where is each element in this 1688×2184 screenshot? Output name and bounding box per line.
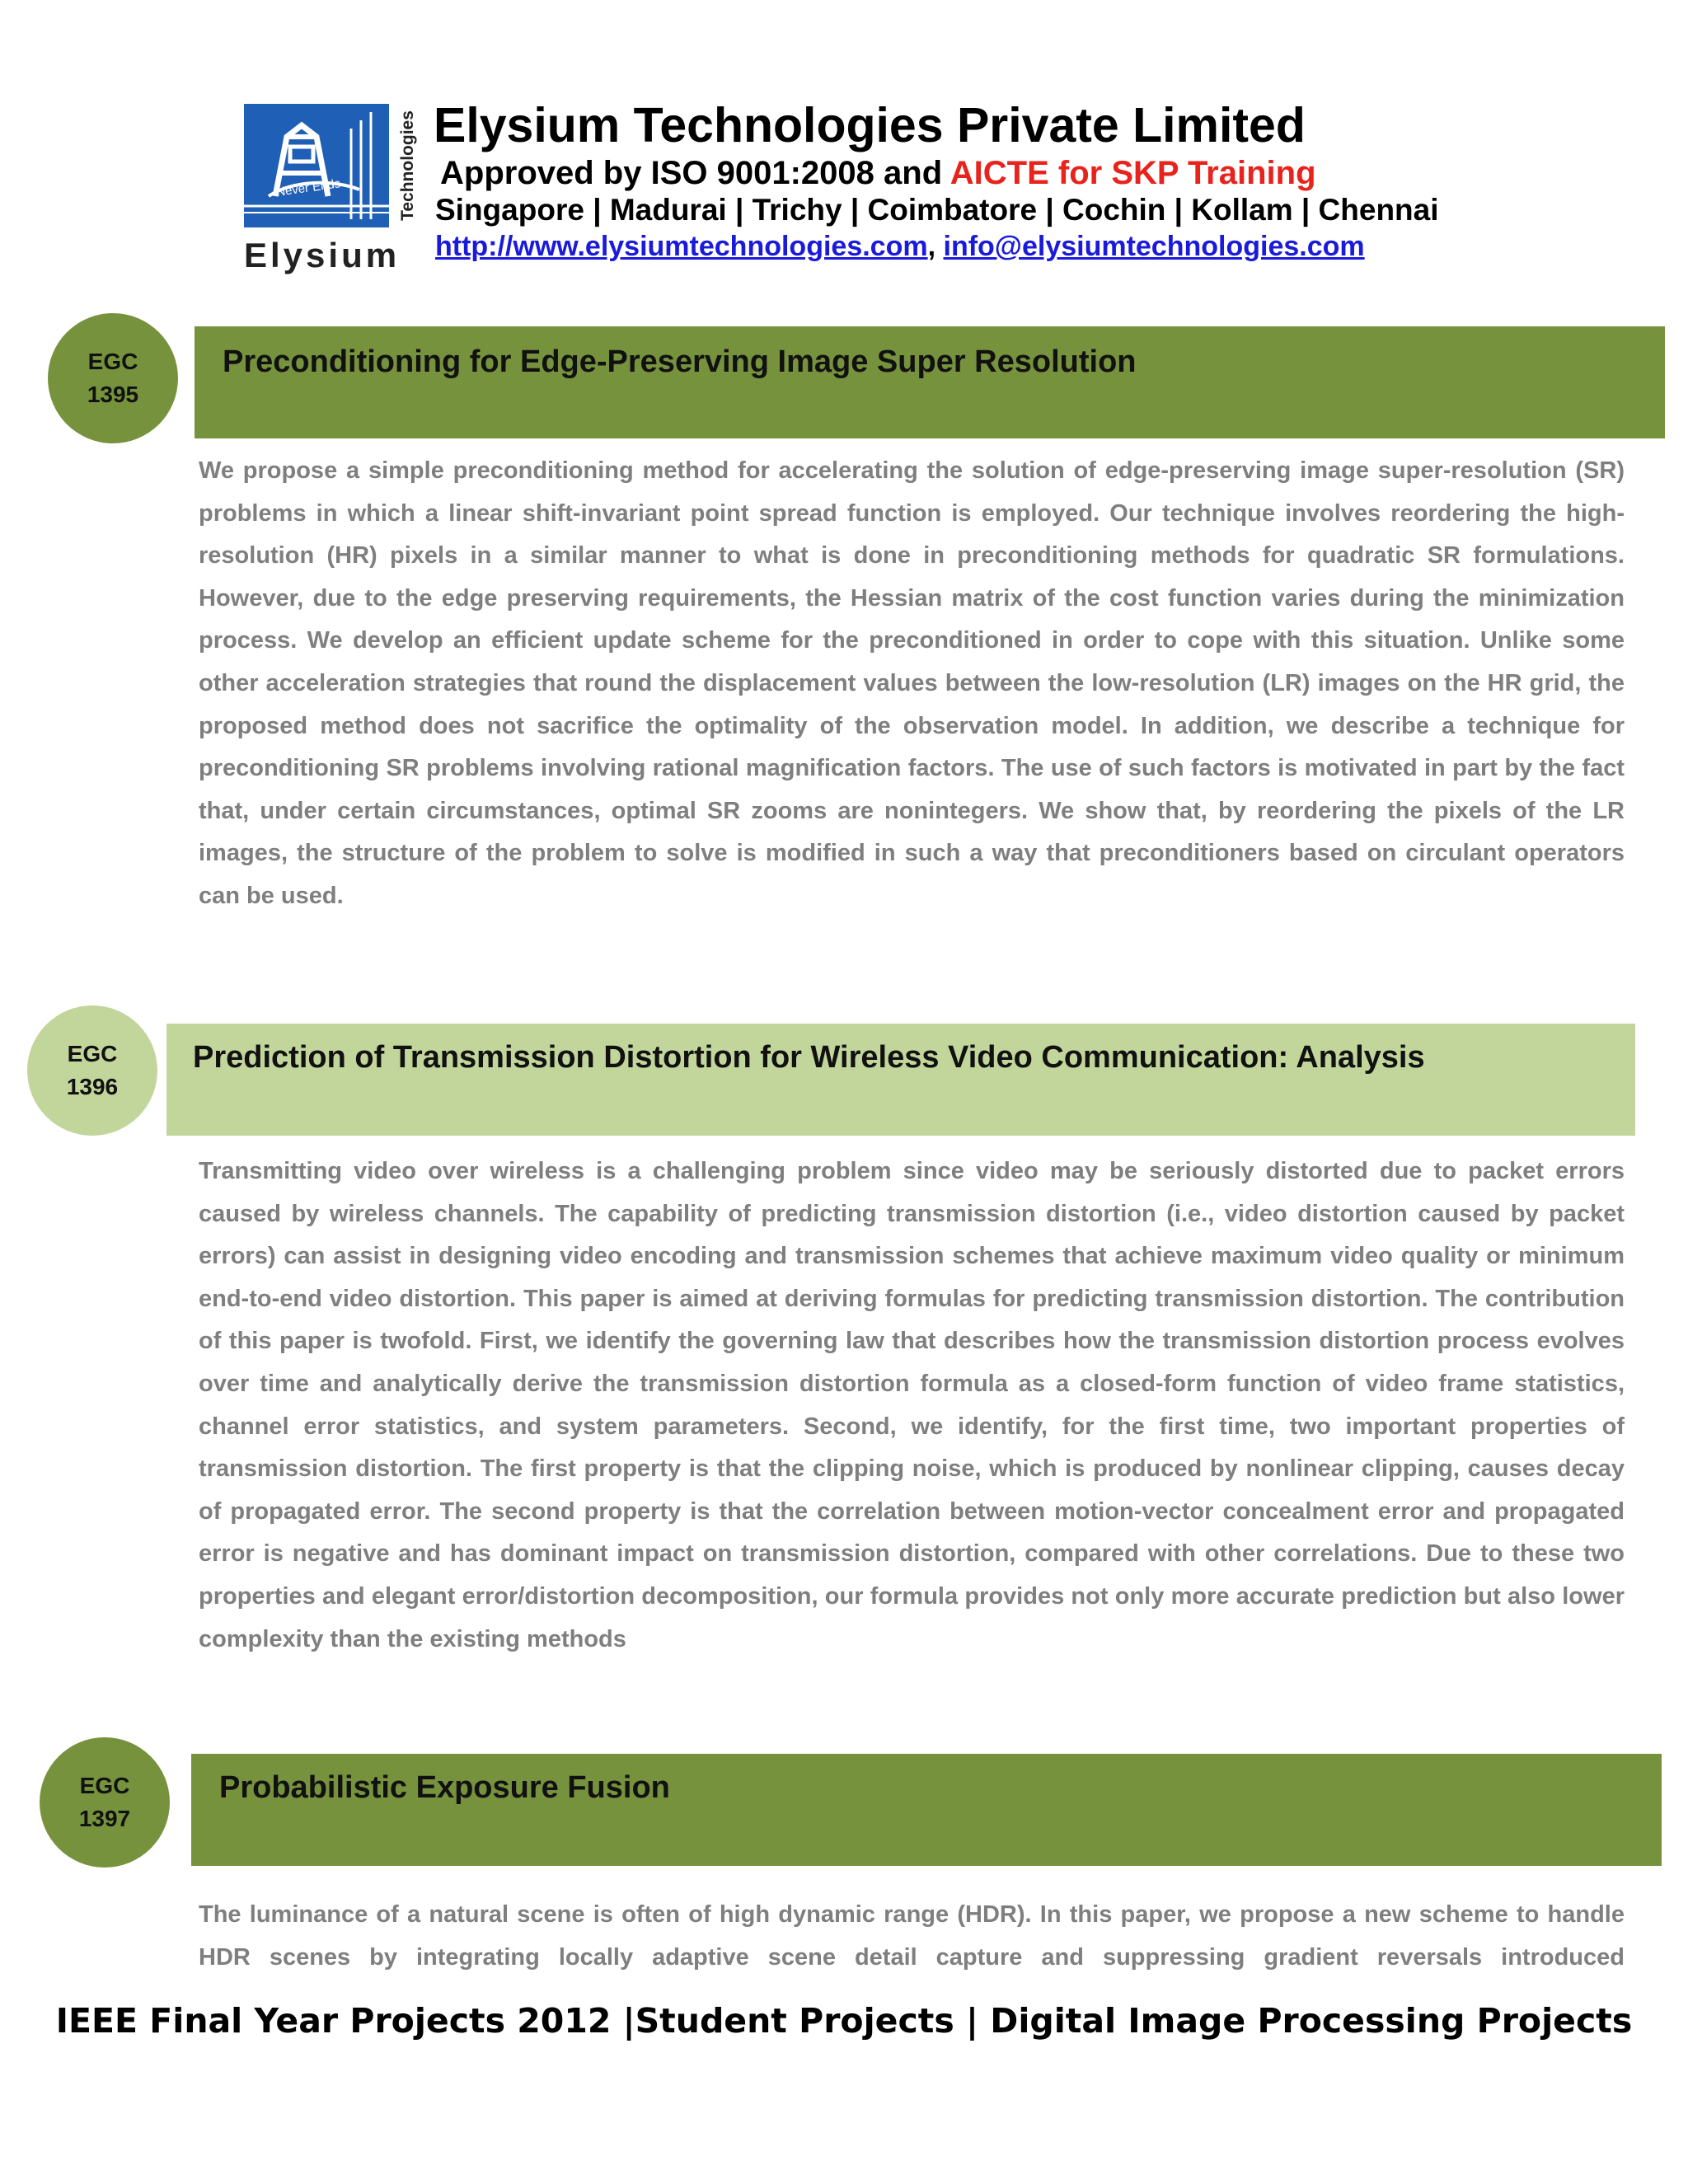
project-code-prefix: EGC: [87, 349, 138, 374]
logo-wordmark: Elysium: [244, 236, 401, 274]
project-title-bar: [166, 1024, 1635, 1136]
page-footer: IEEE Final Year Projects 2012 |Student Projects | Digital Image Processing Projects: [55, 2001, 1633, 2041]
project-abstract: Transmitting video over wireless is a challenging problem since video may be seriously distorted due to packet errors caused by wireless channels. The capability of predicting transmission distortion (i.e., video distortion caused by packet errors) can assist in designing video encoding and transmission schemes that achieve maximum video quality or minimum end-to-end video distortion. This paper is aimed at deriving formulas for predicting transmission distortion. The contribution of this paper is twofold. First, we identify the governing law that describes how the transmission distortion process evolves over time and analytically derive the transmission distortion formula as a closed-form function of video frame statistics, channel error statistics, and system parameters. Second, we identify, for the first time, two important properties of transmission distortion. The first property is that the clipping noise, which is produced by nonlinear clipping, causes decay of propagated error. The second property is that the correlation between motion-vector concealment error and propagated error is negative and has dominant impact on transmission distortion, compared with other correlations. Due to these two properties and elegant error/distortion decomposition, our formula provides not only more accurate prediction but also lower complexity than the existing methods: [199, 1158, 1625, 1652]
contact-links: [435, 231, 1365, 263]
website-link[interactable]: http://www.elysiumtechnologies.com: [435, 231, 928, 262]
company-logo: [244, 104, 389, 227]
project-code-badge: [40, 1737, 170, 1868]
logo-vertical-text: Technologies: [398, 110, 418, 221]
logo-vertical-label: [397, 104, 419, 227]
approval-line: [440, 155, 1316, 192]
project-title-bar: [195, 326, 1665, 438]
page-header: [244, 97, 1447, 274]
project-code-number: 1395: [87, 382, 139, 407]
approval-prefix: Approved by ISO 9001:2008 and: [440, 155, 943, 191]
project-code-number: 1397: [78, 1806, 131, 1831]
project-title: Prediction of Transmission Distortion for Wireless Video Communication: Analysis: [193, 1040, 1425, 1075]
project-title-bar: [191, 1754, 1662, 1866]
project-code-number: 1396: [66, 1074, 119, 1099]
office-locations: Singapore | Madurai | Trichy | Coimbatore | Cochin | Kollam | Chennai: [435, 193, 1439, 227]
company-name: Elysium Technologies Private Limited: [434, 98, 1306, 152]
email-link[interactable]: info@elysiumtechnologies.com: [943, 231, 1365, 262]
link-separator: ,: [927, 231, 936, 262]
project-title: Probabilistic Exposure Fusion: [219, 1770, 670, 1805]
project-title: Preconditioning for Edge-Preserving Image Super Resolution: [223, 344, 1137, 379]
project-abstract: We propose a simple preconditioning method for accelerating the solution of edge-preserving image super-resolution (SR) problems in which a linear shift-invariant point spread function is employed. Our technique involves reordering the high-resolution (HR) pixels in a similar manner to what is done in preconditioning methods for quadratic SR formulations. However, due to the edge preserving requirements, the Hessian matrix of the cost function varies during the minimization process. We develop an efficient update scheme for the preconditioned in order to cope with this situation. Unlike some other acceleration strategies that round the displacement values between the low-resolution (LR) images on the HR grid, the proposed method does not sacrifice the optimality of the observation model. In addition, we describe a technique for preconditioning SR problems involving rational magnification factors. The use of such factors is motivated in part by the fact that, under certain circumstances, optimal SR zooms are nonintegers. We show that, by reordering the pixels of the LR images, the structure of the problem to solve is modified in such a way that preconditioners based on circulant operators can be used.: [199, 457, 1625, 909]
project-code-prefix: EGC: [67, 1041, 118, 1066]
tower-logo-icon: [244, 104, 389, 227]
project-code-prefix: EGC: [79, 1773, 130, 1798]
approval-highlight: AICTE for SKP Training: [950, 155, 1316, 191]
project-code-badge: [27, 1005, 157, 1136]
logo-tagline: Never Ends: [275, 176, 342, 199]
project-abstract: The luminance of a natural scene is often of high dynamic range (HDR). In this paper, we propose a new scheme to handle HDR scenes by integrating locally adaptive scene detail capture and suppressing gradient reversals introduced: [199, 1901, 1625, 1971]
project-code-badge: [48, 313, 178, 443]
